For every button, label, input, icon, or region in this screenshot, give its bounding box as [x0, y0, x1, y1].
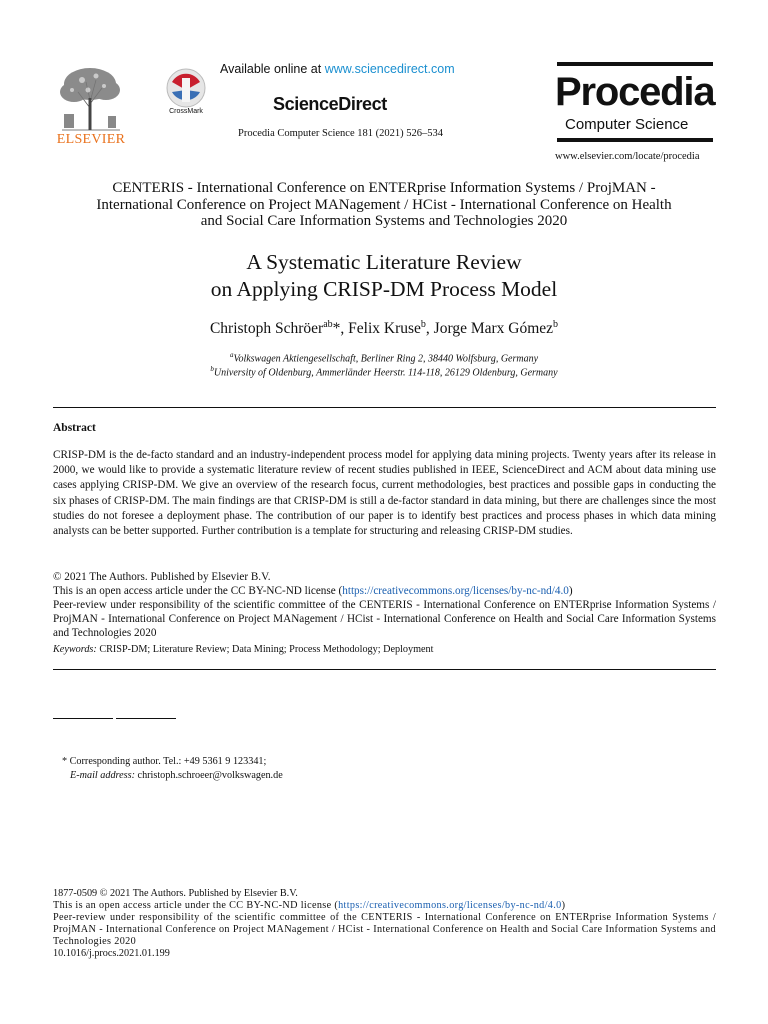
abstract-bottom-rule	[53, 669, 716, 670]
title-line-2: on Applying CRISP-DM Process Model	[210, 277, 558, 301]
abstract-top-rule	[53, 407, 716, 408]
license-line	[53, 584, 716, 598]
footer-license-suffix: )	[561, 900, 566, 911]
author-name: Felix Kruse	[344, 320, 421, 338]
corresponding-author-note	[62, 755, 283, 783]
corresponding-line: * Corresponding author. Tel.: +49 5361 9 123341;	[62, 756, 267, 767]
footer-license-line	[53, 900, 716, 912]
abstract-heading: Abstract	[53, 422, 96, 434]
affiliation-text: Volkswagen Aktiengesellschaft, Berliner Ring 2, 38440 Wolfsburg, Germany	[233, 353, 539, 365]
abstract-body: CRISP-DM is the de-facto standard and an industry-independent process model for applying data mining projects. Twenty years after its release in 2000, we would like to provide a systematic literature review of recent studies published in IEEE, ScienceDirect and ACM about data mining use cases applying CRISP-DM. We give an overview of the research focus, current methodologies, best practices and possible gaps in conducting the six phases of CRISP-DM. The main findings are that CRISP-DM is still a de-factor standard in data mining, but there are challenges since the most studies do not foresee a deployment phase. The contribution of our paper is to identify best practices and process phases in which data mining analysts can be better supported. Further contribution is a template for structuring and releasing CRISP-DM studies.	[53, 449, 716, 538]
footnote-rule-1	[53, 718, 113, 719]
sciencedirect-brand: ScienceDirect	[273, 94, 387, 114]
author-affiliation-mark: ab	[323, 319, 333, 330]
peer-review-statement: Peer-review under responsibility of the scientific committee of the CENTERIS - International Conference on ENTERprise Information Systems / ProjMAN - International Conference on Project MANagement / HCist - International Conference on Health and Social Care Information Systems and Technologies 2020	[53, 599, 716, 639]
publisher-name: ELSEVIER	[56, 132, 126, 147]
procedia-top-rule	[557, 62, 713, 66]
affiliation-b	[40, 365, 728, 378]
footer-peer-review: Peer-review under responsibility of the scientific committee of the CENTERIS - International Conference on ENTERprise Information Systems / ProjMAN - International Conference on Project MANagement / HCist - International Conference on Health and Social Care Information Systems and Technologies 2020	[53, 912, 716, 947]
email-line	[62, 769, 283, 783]
keywords-text: CRISP-DM; Literature Review; Data Mining; Process Methodology; Deployment	[96, 644, 434, 655]
license-prefix: This is an open access article under the CC BY-NC-ND license (	[53, 585, 343, 597]
affiliation-a	[40, 351, 728, 364]
paper-title	[40, 249, 728, 303]
conference-line-3: and Social Care Information Systems and Technologies 2020	[200, 213, 568, 229]
procedia-subtitle: Computer Science	[565, 116, 689, 133]
issn-line: 1877-0509 © 2021 The Authors. Published by Elsevier B.V.	[53, 888, 298, 899]
keywords-label: Keywords:	[53, 644, 97, 655]
affiliation-text: University of Oldenburg, Ammerländer Heerstr. 114-118, 26129 Oldenburg, Germany	[213, 367, 558, 379]
author-name: Christoph Schröer	[209, 320, 324, 338]
footer-license-link[interactable]: https://creativecommons.org/licenses/by-nc-nd/4.0	[338, 900, 562, 911]
crossmark-label: CrossMark	[169, 108, 203, 115]
sciencedirect-link[interactable]: www.sciencedirect.com	[324, 62, 455, 76]
keywords-line	[53, 644, 716, 655]
author-affiliation-mark: b	[420, 319, 426, 330]
available-online-line	[220, 62, 550, 76]
footer-license-prefix: This is an open access article under the CC BY-NC-ND license (	[53, 900, 339, 911]
license-link[interactable]: https://creativecommons.org/licenses/by-nc-nd/4.0	[342, 585, 569, 597]
author-name: Jorge Marx Gómez	[429, 320, 554, 338]
doi-line[interactable]: 10.1016/j.procs.2021.01.199	[53, 948, 170, 959]
affiliation-mark: a	[229, 351, 234, 359]
corresponding-mark: *,	[332, 320, 345, 338]
affiliation-mark: b	[210, 365, 214, 373]
journal-url[interactable]: www.elsevier.com/locate/procedia	[555, 151, 700, 162]
author-separator: ,	[425, 320, 430, 338]
email-label: E-mail address:	[70, 770, 135, 781]
procedia-brand: Procedia	[555, 70, 715, 114]
journal-reference: Procedia Computer Science 181 (2021) 526–534	[238, 128, 443, 139]
author-list	[40, 319, 728, 338]
procedia-bottom-rule	[557, 138, 713, 142]
license-suffix: )	[568, 585, 573, 597]
conference-line-2: International Conference on Project MANagement / HCist - International Conference on Health	[96, 196, 672, 213]
copyright-line: © 2021 The Authors. Published by Elsevier B.V.	[53, 571, 271, 583]
copyright-block	[53, 570, 716, 640]
conference-line-1: CENTERIS - International Conference on ENTERprise Information Systems / ProjMAN -	[112, 180, 656, 196]
email-address[interactable]: christoph.schroeer@volkswagen.de	[135, 770, 283, 781]
footnote-rule-2	[116, 718, 176, 719]
available-prefix: Available online at	[220, 62, 322, 76]
conference-name	[40, 180, 728, 230]
footer-block	[53, 888, 716, 960]
title-line-1: A Systematic Literature Review	[246, 250, 522, 274]
author-affiliation-mark: b	[553, 319, 559, 330]
